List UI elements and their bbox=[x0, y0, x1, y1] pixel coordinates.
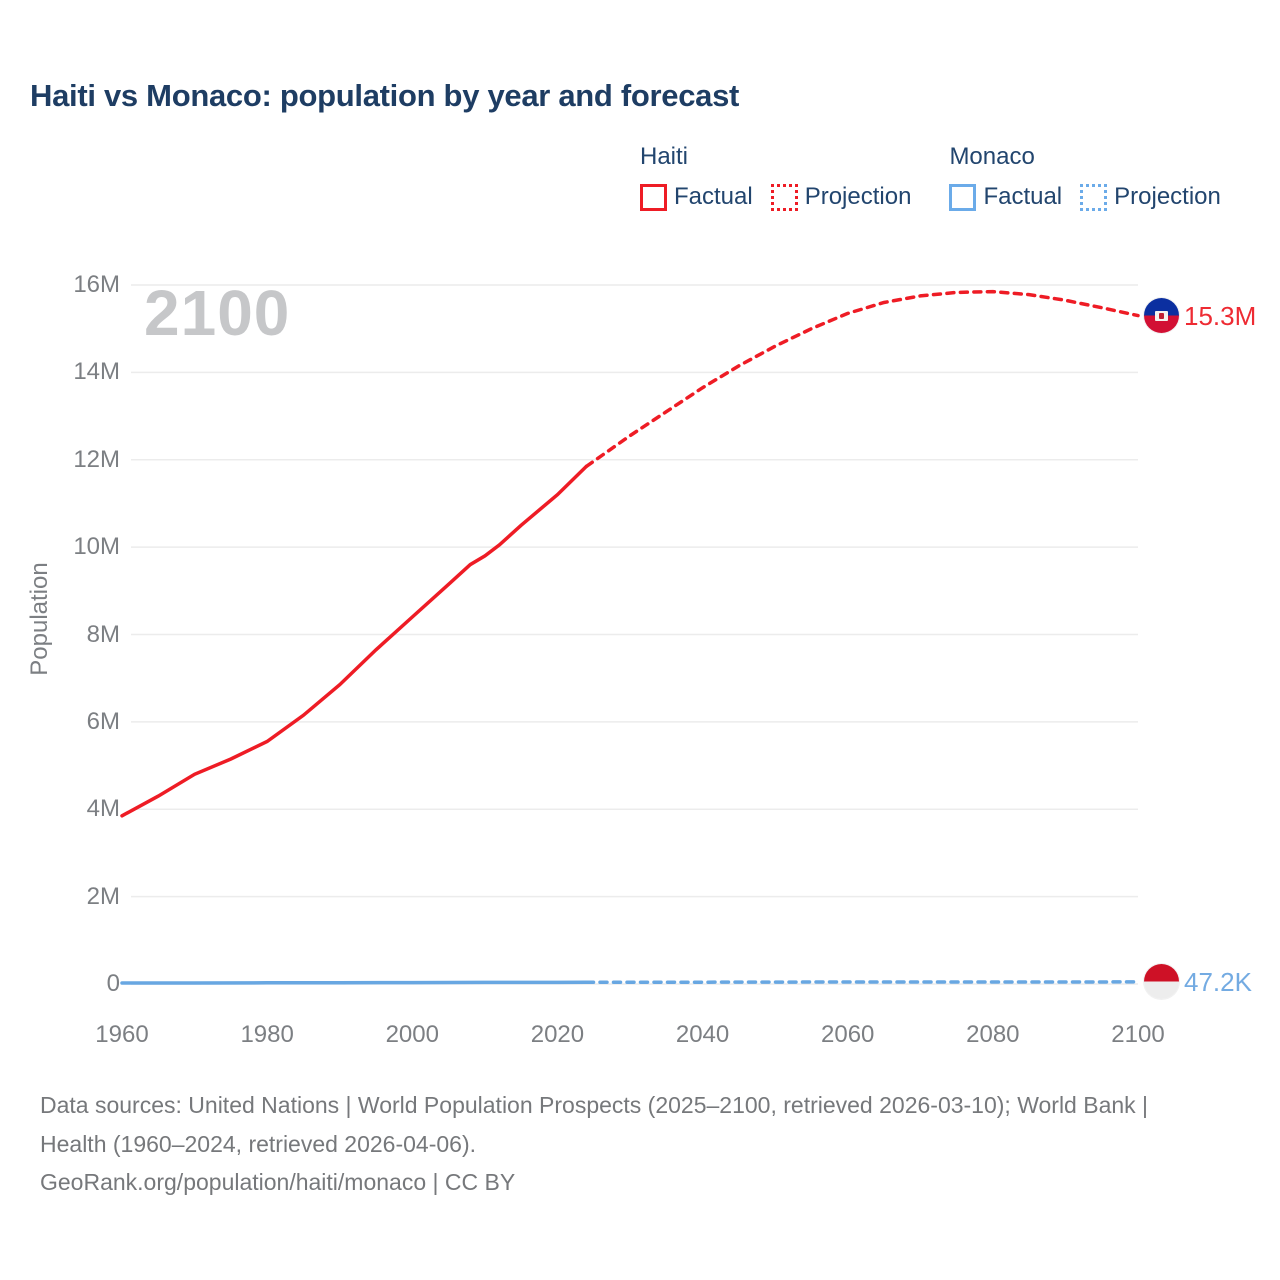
y-tick-label: 10M bbox=[73, 533, 120, 561]
haiti-coat-of-arms-icon bbox=[1155, 311, 1168, 321]
y-tick-label: 16M bbox=[73, 271, 120, 298]
y-tick-label: 6M bbox=[86, 707, 120, 735]
haiti-end-value-label: 15.3M bbox=[1184, 300, 1257, 331]
y-tick-label: 2M bbox=[86, 882, 120, 910]
y-tick-label: 14M bbox=[73, 358, 120, 386]
y-tick-label: 12M bbox=[73, 445, 120, 473]
y-tick-label: 8M bbox=[86, 620, 120, 648]
series-haiti-factual bbox=[122, 466, 587, 816]
monaco-end-value-label: 47.2K bbox=[1184, 966, 1252, 997]
x-tick-label: 1960 bbox=[95, 1021, 149, 1048]
series-haiti-projection bbox=[587, 292, 1139, 467]
x-tick-label: 2020 bbox=[530, 1021, 585, 1048]
y-axis-title: Population bbox=[26, 562, 53, 676]
haiti-flag-marker-icon bbox=[1144, 298, 1179, 333]
x-tick-label: 2060 bbox=[821, 1021, 875, 1048]
y-tick-label: 4M bbox=[86, 795, 120, 823]
legend-item-label[interactable]: Factual bbox=[674, 183, 753, 210]
monaco-flag-marker-icon bbox=[1144, 964, 1179, 999]
footer bbox=[40, 1086, 1220, 1202]
legend-item-label[interactable]: Projection bbox=[804, 183, 912, 210]
y-tick-label: 0 bbox=[106, 970, 120, 997]
x-tick-label: 2080 bbox=[966, 1021, 1020, 1048]
attribution-link[interactable]: GeoRank.org/population/haiti/monaco | CC BY bbox=[40, 1169, 516, 1195]
legend-item-label[interactable]: Factual bbox=[983, 183, 1063, 210]
page-title: Haiti vs Monaco: population by year and forecast bbox=[30, 78, 740, 113]
x-tick-label: 2000 bbox=[385, 1021, 439, 1048]
x-tick-label: 1980 bbox=[240, 1021, 294, 1048]
legend-series-name: Haiti bbox=[640, 143, 689, 170]
year-watermark: 2100 bbox=[144, 277, 291, 349]
x-tick-label: 2100 bbox=[1111, 1021, 1165, 1048]
series-monaco-factual bbox=[122, 982, 587, 983]
legend-item-label[interactable]: Projection bbox=[1114, 183, 1221, 210]
data-sources-text: Data sources: United Nations | World Population Prospects (2025–2100, retrieved 2026-03-10); World Bank | Health (1960–2024, retrieved 2026-04-06). bbox=[40, 1092, 1149, 1157]
x-tick-label: 2040 bbox=[675, 1021, 730, 1048]
legend-series-name: Monaco bbox=[949, 143, 1035, 170]
